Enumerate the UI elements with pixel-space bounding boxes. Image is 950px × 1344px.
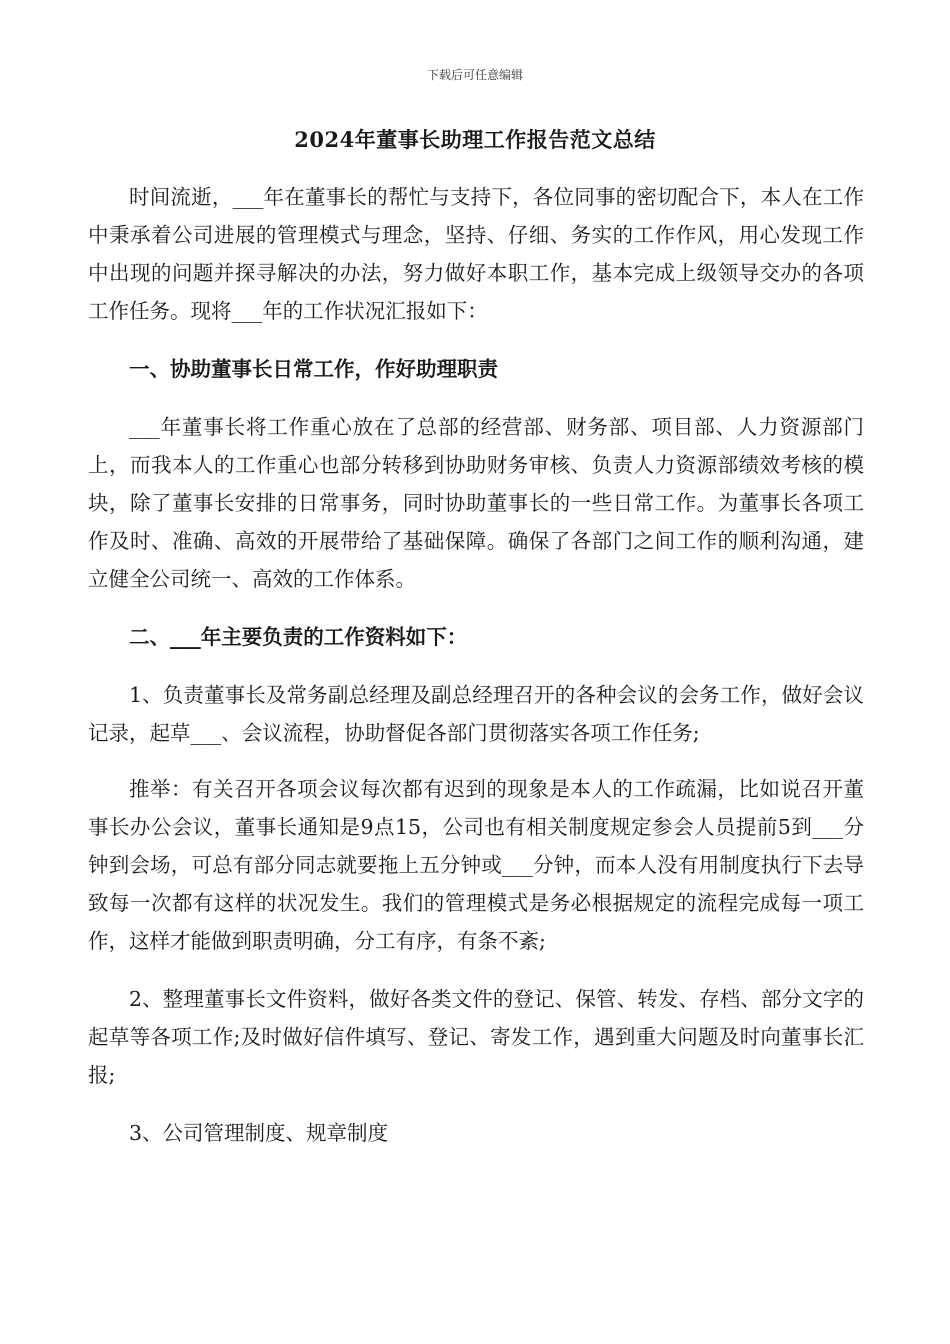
section2-heading: 二、___年主要负责的工作资料如下： (129, 625, 468, 649)
header-note: 下载后可任意编辑 (426, 68, 523, 82)
section1-paragraph: ___年董事长将工作重心放在了总部的经营部、财务部、项目部、人力资源部门上，而我本人的工作重心也部分转移到协助财务审核、负责人力资源部绩效考核的模块，除了董事长安排的日常事务，同时协助董事长的一些日常工作。为董事长各项工作及时、准确、高效的开展带给了基础保障。确保了各部门之间工作的顺利沟通，建立健全公司统一、高效的工作体系。 (88, 415, 864, 591)
list-item-1: 1、负责董事长及常务副总经理及副总经理召开的各种会议的会务工作，做好会议记录，起草___、会议流程，协助督促各部门贯彻落实各项工作任务; (88, 683, 864, 745)
document-title: 2024年董事长助理工作报告范文总结 (294, 127, 656, 152)
intro-paragraph: 时间流逝，___年在董事长的帮忙与支持下，各位同事的密切配合下，本人在工作中秉承着公司进展的管理模式与理念，坚持、仔细、务实的工作作风，用心发现工作中出现的问题并探寻解决的办法，努力做好本职工作，基本完成上级领导交办的各项工作任务。现将___年的工作状况汇报如下： (88, 185, 864, 323)
section1-heading: 一、协助董事长日常工作，作好助理职责 (129, 357, 498, 381)
list-item-3: 3、公司管理制度、规章制度 (129, 1121, 389, 1145)
list-item-2: 2、整理董事长文件资料，做好各类文件的登记、保管、转发、存档、部分文字的起草等各项工作;及时做好信件填写、登记、寄发工作，遇到重大问题及时向董事长汇报; (88, 987, 864, 1087)
list-item-1-note: 推举：有关召开各项会议每次都有迟到的现象是本人的工作疏漏，比如说召开董事长办公会议，董事长通知是9点15，公司也有相关制度规定参会人员提前5到___分钟到会场，可总有部分同志就要拖上五分钟或___分钟，而本人没有用制度执行下去导致每一次都有这样的状况发生。我们的管理模式是务必根据规定的流程完成每一项工作，这样才能做到职责明确，分工有序，有条不紊; (88, 777, 864, 953)
document-body (88, 178, 864, 1152)
